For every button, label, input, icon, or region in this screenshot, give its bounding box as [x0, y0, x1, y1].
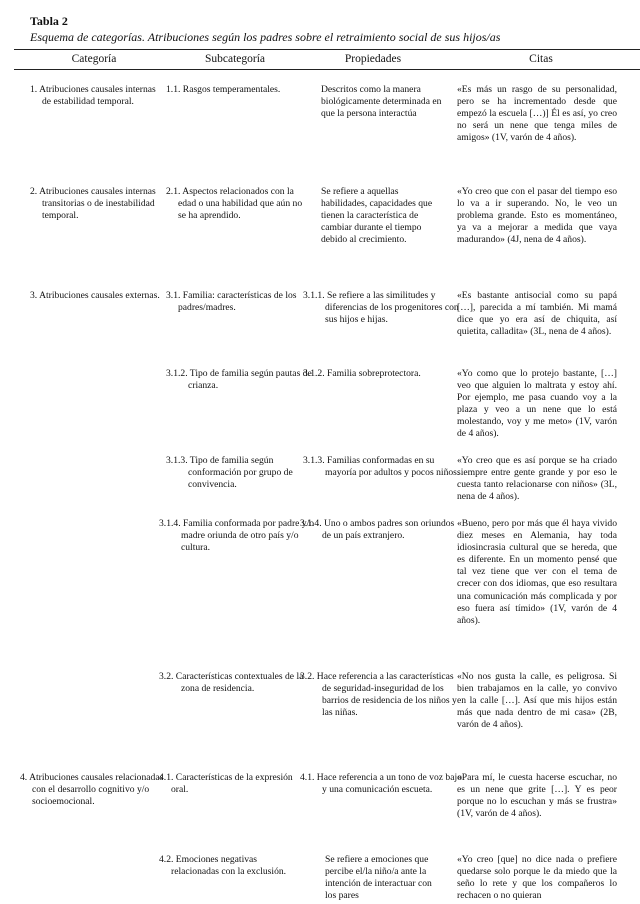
row2-category: 2. Atribuciones causales internas transitorias o de inestabilidad temporal.	[30, 186, 156, 222]
row8-quote: «Para mí, le cuesta hacerse escuchar, no es un nene que grite […]. Y es peor porque no lo escuchan y más se frustra» (1V, varón de 4 años).	[457, 772, 617, 820]
row4-property: 3.1.2. Familia sobreprotectora.	[303, 368, 421, 379]
row5-quote: «Yo creo que es así porque se ha criado siempre entre gente grande y por eso le cuesta tanto relacionarse con niños» (3L, nena de 4 años).	[457, 455, 617, 503]
table-number: Tabla 2	[30, 14, 68, 28]
row3-subcategory: 3.1. Familia: características de los padres/madres.	[166, 290, 297, 314]
row6-subcategory: 3.1.4. Familia conformada por padre y/o madre oriunda de otro país y/o cultura.	[159, 518, 315, 554]
row8-category: 4. Atribuciones causales relacionadas con el desarrollo cognitivo y/o socioemocional.	[20, 772, 164, 808]
row2-subcategory: 2.1. Aspectos relacionados con la edad o una habilidad que aún no se ha aprendido.	[166, 186, 303, 222]
row2-quote: «Yo creo que con el pasar del tiempo eso lo va a ir superando. No, le veo un problema grande. Esto es momentáneo, ya va a mejorar a medida que vaya madurando» (4J, nena de 4 años).	[457, 186, 617, 246]
top-rule	[14, 49, 640, 50]
row9-quote: «Yo creo [que] no dice nada o prefiere quedarse solo porque le da miedo que la seño lo rete y que los compañeros lo rechacen o no quieran	[457, 854, 617, 902]
row9-subcategory: 4.2. Emociones negativas relacionadas con la exclusión.	[159, 854, 287, 878]
row6-property: 3.1.4. Uno o ambos padres son oriundos de un país extranjero.	[300, 518, 455, 542]
row9-property: Se refiere a emociones que percibe el/la niño/a ante la intención de interactuar con los pares	[325, 854, 432, 902]
header-categoria: Categoría	[71, 53, 117, 65]
row1-quote: «Es más un rasgo de su personalidad, pero se ha incrementado desde que empezó la escuela […)] Él es así, yo creo no será un nene que tenga miles de amigos» (1V, varón de 4 años).	[457, 84, 617, 144]
row3-category: 3. Atribuciones causales externas.	[30, 290, 160, 301]
row3-property: 3.1.1. Se refiere a las similitudes y diferencias de los progenitores con sus hijos e hijas.	[303, 290, 459, 326]
row5-property: 3.1.3. Familias conformadas en su mayoría por adultos y pocos niños.	[303, 455, 460, 479]
header-propiedades: Propiedades	[344, 53, 402, 65]
header-citas: Citas	[529, 53, 553, 65]
table-caption: Esquema de categorías. Atribuciones según los padres sobre el retraimiento social de sus hijos/as	[30, 30, 501, 44]
row1-category: 1. Atribuciones causales internas de estabilidad temporal.	[30, 84, 156, 108]
row2-property: Se refiere a aquellas habilidades, capacidades que tienen la característica de cambiar durante el tiempo debido al crecimiento.	[321, 186, 433, 246]
header-rule	[14, 69, 640, 70]
row1-subcategory: 1.1. Rasgos temperamentales.	[166, 84, 281, 95]
row4-quote: «Yo como que lo protejo bastante, […] veo que alguien lo maltrata y estoy ahí. Por ejemplo, me pasa cuando voy a la plaza y veo a un nene que lo está molestando, voy y me meto» (1V, varón de 4 años).	[457, 368, 617, 440]
row8-property: 4.1. Hace referencia a un tono de voz bajo y una comunicación escueta.	[300, 772, 462, 796]
row6-quote: «Bueno, pero por más que él haya vivido diez meses en Alemania, hay toda idiosincrasia cultural que se hereda, que es diferente. En un momento pensé que tal vez tiene que ver con el tema de crecer con dos idiomas, que eso resultara una comunicación más complicada y por eso fuera así tímido» (1V, varón de 4 años).	[457, 518, 617, 626]
row5-subcategory: 3.1.3. Tipo de familia según conformación por grupo de convivencia.	[166, 455, 293, 491]
row1-property: Descritos como la manera biológicamente determinada en que la persona interactúa	[321, 84, 442, 120]
row7-subcategory: 3.2. Características contextuales de la zona de residencia.	[159, 671, 304, 695]
row7-quote: «No nos gusta la calle, es peligrosa. Si bien trabajamos en la calle, yo convivo en la calle […]. Así que mis hijos están más que nada dentro de mi casa» (2B, varón de 4 años).	[457, 671, 617, 731]
row8-subcategory: 4.1. Características de la expresión oral.	[159, 772, 293, 796]
row7-property: 3.2. Hace referencia a las características de seguridad-inseguridad de los barrios de residencia de los niños y las niñas.	[300, 671, 457, 719]
header-subcategoria: Subcategoría	[204, 53, 266, 65]
row4-subcategory: 3.1.2. Tipo de familia según pautas de crianza.	[166, 368, 312, 392]
row3-quote: «Es bastante antisocial como su papá […], parecida a mí también. Mi mamá dice que yo era así de chiquita, así quietita, calladita» (3L, nena de 4 años).	[457, 290, 617, 338]
